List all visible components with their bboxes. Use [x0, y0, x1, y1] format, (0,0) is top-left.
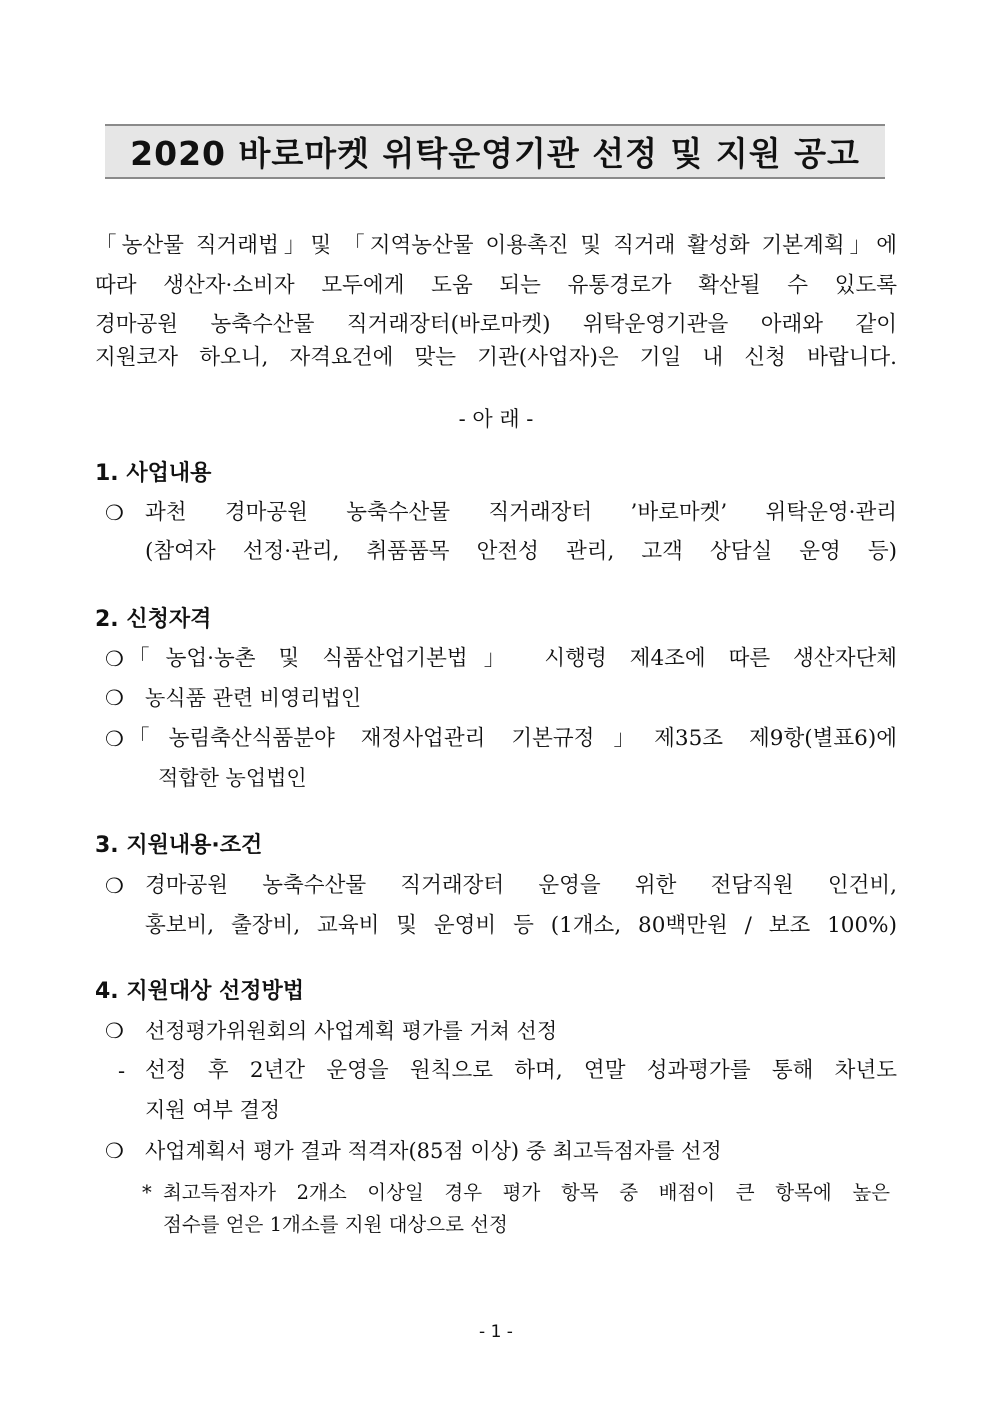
section-3-line-1: 경마공원 농축수산물 직거래장터 운영을 위한 전담직원 인건비,	[145, 873, 897, 898]
section-1-line-1: 과천 경마공원 농축수산물 직거래장터 ’바로마켓’ 위탁운영·관리	[145, 500, 897, 525]
intro-line-2: 따라 생산자·소비자 모두에게 도움 되는 유통경로가 확산될 수 있도록	[95, 273, 897, 298]
page-number: - 1 -	[479, 1322, 513, 1342]
circle-bullet-icon: ❍	[105, 1019, 124, 1043]
section-2-line-4: 적합한 농업법인	[158, 766, 307, 790]
section-4-heading: 4. 지원대상 선정방법	[95, 979, 304, 1004]
section-3-heading: 3. 지원내용·조건	[95, 833, 263, 858]
circle-bullet-icon: ❍	[105, 501, 124, 525]
circle-bullet-icon: ❍	[105, 686, 124, 710]
page-title: 2020 바로마켓 위탁운영기관 선정 및 지원 공고	[130, 134, 860, 173]
dash-marker: -	[118, 1059, 126, 1083]
circle-bullet-icon: ❍	[105, 874, 124, 898]
intro-line-4: 지원코자 하오니, 자격요건에 맞는 기관(사업자)은 기일 내 신청 바랍니다.	[95, 345, 897, 370]
title-box	[105, 124, 885, 179]
section-2-line-2: 농식품 관련 비영리법인	[145, 686, 362, 710]
section-4-line-4: 사업계획서 평가 결과 적격자(85점 이상) 중 최고득점자를 선정	[145, 1139, 722, 1163]
section-3-line-2: 홍보비, 출장비, 교육비 및 운영비 등 (1개소, 80백만원 / 보조 100%)	[145, 913, 897, 938]
circle-bullet-icon: ❍	[105, 727, 124, 751]
section-4-line-3: 지원 여부 결정	[145, 1098, 281, 1122]
section-4-note-line-2: 점수를 얻은 1개소를 지원 대상으로 선정	[163, 1213, 508, 1236]
intro-line-3: 경마공원 농축수산물 직거래장터(바로마켓) 위탁운영기관을 아래와 같이	[95, 312, 897, 337]
circle-bullet-icon: ❍	[105, 647, 124, 671]
section-2-heading: 2. 신청자격	[95, 607, 212, 632]
section-2-line-3: 「농림축산식품분야 재정사업관리 기본규정」제35조 제9항(별표6)에	[128, 726, 897, 751]
section-4-note-line-1: 최고득점자가 2개소 이상일 경우 평가 항목 중 배점이 큰 항목에 높은	[163, 1181, 890, 1204]
circle-bullet-icon: ❍	[105, 1139, 124, 1163]
section-1-line-2: (참여자 선정·관리, 취품품목 안전성 관리, 고객 상담실 운영 등)	[145, 539, 897, 564]
section-4-line-1: 선정평가위원회의 사업계획 평가를 거쳐 선정	[145, 1019, 558, 1043]
asterisk-marker: *	[142, 1181, 152, 1204]
section-4-line-2: 선정 후 2년간 운영을 원칙으로 하며, 연말 성과평가를 통해 차년도	[145, 1058, 897, 1083]
section-1-heading: 1. 사업내용	[95, 461, 212, 486]
section-2-line-1: 「농업·농촌 및 식품산업기본법」 시행령 제4조에 따른 생산자단체	[128, 646, 897, 671]
intro-line-1: 「농산물 직거래법」및 「지역농산물 이용촉진 및 직거래 활성화 기본계획」에	[95, 233, 897, 258]
below-label: - 아 래 -	[458, 407, 534, 431]
